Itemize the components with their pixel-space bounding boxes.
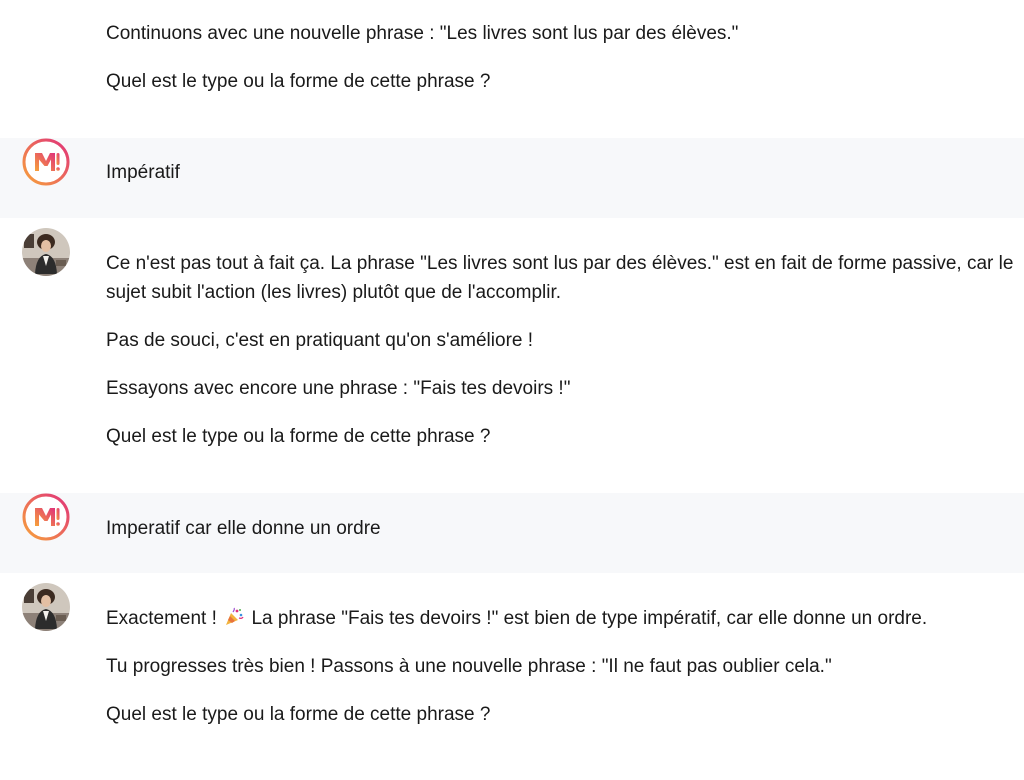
message-paragraph: Pas de souci, c'est en pratiquant qu'on s'améliore ! — [106, 330, 534, 351]
party-popper-icon — [224, 607, 244, 627]
message-paragraph — [106, 604, 1018, 633]
user-message — [0, 138, 1024, 218]
message-paragraph: Essayons avec encore une phrase : "Fais tes devoirs !" — [106, 378, 571, 399]
m-logo-icon — [22, 138, 70, 186]
message-paragraph: Imperatif car elle donne un ordre — [106, 518, 381, 539]
message-paragraph: Tu progresses très bien ! Passons à une nouvelle phrase : "Il ne faut pas oublier cela." — [106, 656, 832, 677]
assistant-message — [0, 573, 1024, 780]
m-logo-icon — [22, 493, 70, 541]
message-paragraph: Quel est le type ou la forme de cette phrase ? — [106, 426, 491, 447]
message-text — [106, 158, 1018, 187]
message-paragraph: Quel est le type ou la forme de cette phrase ? — [106, 704, 491, 725]
message-suffix: La phrase "Fais tes devoirs !" est bien de type impératif, car elle donne un ordre. — [251, 608, 928, 629]
message-text — [106, 19, 1018, 96]
message-prefix: Exactement ! — [106, 608, 217, 629]
message-paragraph: Ce n'est pas tout à fait ça. La phrase "Les livres sont lus par des élèves." est en fait de forme passive, car le sujet subit l'action (les livres) plutôt que de l'accomplir. — [106, 253, 1014, 303]
message-paragraph: Quel est le type ou la forme de cette phrase ? — [106, 71, 491, 92]
message-text — [106, 514, 1018, 543]
message-text — [106, 249, 1018, 451]
message-text — [106, 604, 1018, 729]
teacher-avatar-icon — [22, 228, 70, 276]
teacher-avatar-icon — [22, 583, 70, 631]
message-paragraph: Continuons avec une nouvelle phrase : "Les livres sont lus par des élèves." — [106, 23, 739, 44]
assistant-message — [0, 218, 1024, 493]
assistant-message — [0, 0, 1024, 120]
user-message — [0, 493, 1024, 573]
message-paragraph: Impératif — [106, 162, 180, 183]
